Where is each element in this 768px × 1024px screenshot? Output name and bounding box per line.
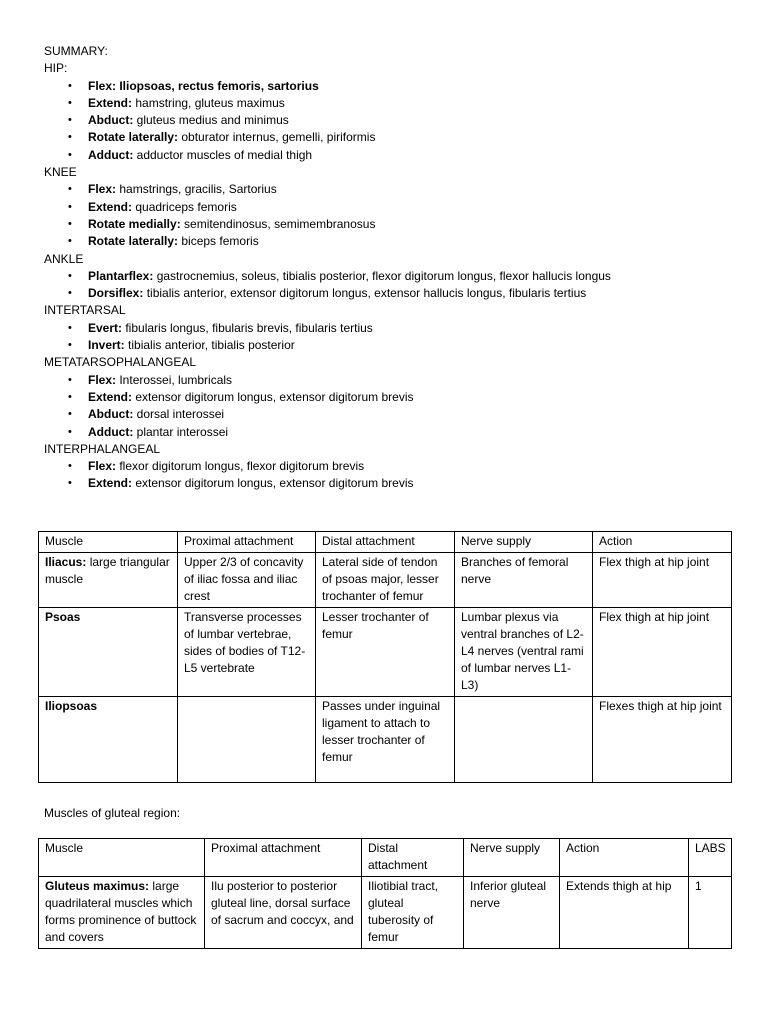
bullet-icon: •: [68, 390, 72, 403]
item-text: biceps femoris: [178, 234, 259, 249]
section-heading: INTERPHALANGEAL: [44, 441, 161, 456]
item-text: dorsal interossei: [133, 407, 225, 422]
gluteal-table: [38, 838, 732, 949]
column-header: Muscle: [39, 839, 205, 877]
table-cell: Branches of femoral nerve: [455, 553, 593, 608]
muscle-description: large triangular muscle: [45, 555, 170, 586]
list-item: [44, 233, 734, 250]
column-header: Proximal attachment: [178, 532, 316, 553]
list-item: [44, 268, 734, 285]
table-cell: Iliotibial tract, gluteal tuberosity of femur: [362, 877, 464, 949]
item-text: fibularis longus, fibularis brevis, fibularis tertius: [122, 320, 373, 335]
list-item: [44, 78, 734, 95]
table-cell: Flex thigh at hip joint: [593, 608, 732, 697]
list-item: [44, 337, 734, 354]
item-text: gluteus medius and minimus: [133, 113, 289, 128]
table-cell: Lumbar plexus via ventral branches of L2-L4 nerves (ventral rami of lumbar nerves L1-L3): [455, 608, 593, 697]
column-header: LABS: [689, 839, 732, 877]
item-text: semitendinosus, semimembranosus: [180, 216, 376, 231]
muscle-cell: [39, 877, 205, 949]
item-text: Interossei, lumbricals: [116, 372, 233, 387]
table-cell: Transverse processes of lumbar vertebrae, sides of bodies of T12-L5 vertebrate: [178, 608, 316, 697]
item-label: Extend:: [88, 389, 133, 404]
column-header: Distal attachment: [316, 532, 455, 553]
section-heading: ANKLE: [44, 251, 84, 266]
table-row: [39, 877, 732, 949]
bullet-icon: •: [68, 373, 72, 386]
table-cell: Flex thigh at hip joint: [593, 553, 732, 608]
gluteal-heading: Muscles of gluteal region:: [44, 806, 181, 820]
item-text: extensor digitorum longus, extensor digitorum brevis: [132, 476, 414, 491]
item-text: extensor digitorum longus, extensor digitorum brevis: [132, 389, 414, 404]
column-header: Muscle: [39, 532, 178, 553]
bullet-icon: •: [68, 183, 72, 196]
muscle-name: Gluteus maximus:: [45, 879, 150, 893]
column-header: Action: [560, 839, 689, 877]
table-cell: [455, 697, 593, 783]
table-cell: Lateral side of tendon of psoas major, lesser trochanter of femur: [316, 553, 455, 608]
column-header: Proximal attachment: [205, 839, 362, 877]
bullet-icon: •: [68, 460, 72, 473]
item-label: Extend:: [88, 476, 133, 491]
bullet-icon: •: [68, 477, 72, 490]
bullet-icon: •: [68, 217, 72, 230]
table-cell: Upper 2/3 of concavity of iliac fossa and iliac crest: [178, 553, 316, 608]
table-cell: [178, 697, 316, 783]
list-item: [44, 95, 734, 112]
bullet-icon: •: [68, 114, 72, 127]
table-row: [39, 553, 732, 608]
item-label: Evert:: [88, 320, 123, 335]
list-item: [44, 181, 734, 198]
item-label: Abduct:: [88, 113, 134, 128]
item-label: Adduct:: [88, 147, 134, 162]
list-item: [44, 389, 734, 406]
bullet-icon: •: [68, 321, 72, 334]
muscle-cell: [39, 553, 178, 608]
item-text: hamstrings, gracilis, Sartorius: [116, 182, 277, 197]
item-text: obturator internus, gemelli, piriformis: [178, 130, 376, 145]
column-header: Nerve supply: [455, 532, 593, 553]
section-heading: HIP:: [44, 61, 68, 76]
item-label: Rotate medially:: [88, 216, 181, 231]
muscle-name: Iliopsoas: [45, 699, 98, 713]
item-label: Rotate laterally:: [88, 130, 179, 145]
table-cell: 1: [689, 877, 732, 949]
item-label: Dorsiflex:: [88, 286, 144, 301]
column-header: Nerve supply: [464, 839, 560, 877]
item-text: gastrocnemius, soleus, tibialis posterior, flexor digitorum longus, flexor hallucis longus: [153, 268, 611, 283]
item-text: hamstring, gluteus maximus: [132, 95, 285, 110]
bullet-icon: •: [68, 96, 72, 109]
table-row: [39, 697, 732, 783]
muscle-name: Iliacus:: [45, 555, 87, 569]
item-label: Abduct:: [88, 407, 134, 422]
list-item: [44, 285, 734, 302]
section-heading: KNEE: [44, 165, 77, 180]
bullet-icon: •: [68, 79, 72, 92]
bullet-icon: •: [68, 425, 72, 438]
iliopsoas-table: [38, 531, 732, 783]
summary-sections: [44, 60, 734, 492]
bullet-icon: •: [68, 131, 72, 144]
item-text: tibialis anterior, extensor digitorum longus, extensor hallucis longus, fibularis tertius: [143, 286, 587, 301]
item-label: Rotate laterally:: [88, 234, 179, 249]
summary-title: SUMMARY:: [44, 44, 108, 58]
list-item: [44, 320, 734, 337]
list-item: [44, 372, 734, 389]
bullet-icon: •: [68, 339, 72, 352]
list-item: [44, 424, 734, 441]
list-item: [44, 147, 734, 164]
muscle-cell: [39, 608, 178, 697]
table-header-row: [39, 532, 732, 553]
column-header: Distal attachment: [362, 839, 464, 877]
item-label: Flex:: [88, 182, 117, 197]
table-cell: Flexes thigh at hip joint: [593, 697, 732, 783]
item-label: Extend:: [88, 95, 133, 110]
muscle-name: Psoas: [45, 610, 81, 624]
list-item: [44, 475, 734, 492]
item-label: Extend:: [88, 199, 133, 214]
bullet-icon: •: [68, 235, 72, 248]
item-text: Iliopsoas, rectus femoris, sartorius: [116, 78, 319, 93]
section-heading: INTERTARSAL: [44, 303, 126, 318]
column-header: Action: [593, 532, 732, 553]
muscle-cell: [39, 697, 178, 783]
table-cell: Lesser trochanter of femur: [316, 608, 455, 697]
item-label: Flex:: [88, 459, 117, 474]
bullet-icon: •: [68, 148, 72, 161]
summary-block: [44, 43, 734, 493]
item-label: Plantarflex:: [88, 268, 154, 283]
list-item: [44, 129, 734, 146]
table-cell: Extends thigh at hip: [560, 877, 689, 949]
bullet-icon: •: [68, 269, 72, 282]
item-text: flexor digitorum longus, flexor digitorum brevis: [116, 459, 365, 474]
list-item: [44, 216, 734, 233]
item-label: Flex:: [88, 78, 117, 93]
muscle-description: large quadrilateral muscles which forms prominence of buttock and covers: [45, 879, 197, 944]
item-label: Invert:: [88, 338, 125, 353]
table-cell: Passes under inguinal ligament to attach to lesser trochanter of femur: [316, 697, 455, 783]
list-item: [44, 112, 734, 129]
table-cell: Inferior gluteal nerve: [464, 877, 560, 949]
bullet-icon: •: [68, 408, 72, 421]
item-text: tibialis anterior, tibialis posterior: [124, 338, 295, 353]
section-heading: METATARSOPHALANGEAL: [44, 355, 197, 370]
bullet-icon: •: [68, 200, 72, 213]
list-item: [44, 406, 734, 423]
bullet-icon: •: [68, 287, 72, 300]
item-text: adductor muscles of medial thigh: [133, 147, 313, 162]
list-item: [44, 199, 734, 216]
item-label: Flex:: [88, 372, 117, 387]
list-item: [44, 458, 734, 475]
table-header-row: [39, 839, 732, 877]
table-row: [39, 608, 732, 697]
item-text: plantar interossei: [133, 424, 229, 439]
item-text: quadriceps femoris: [132, 199, 237, 214]
item-label: Adduct:: [88, 424, 134, 439]
table-cell: Ilu posterior to posterior gluteal line, dorsal surface of sacrum and coccyx, and: [205, 877, 362, 949]
